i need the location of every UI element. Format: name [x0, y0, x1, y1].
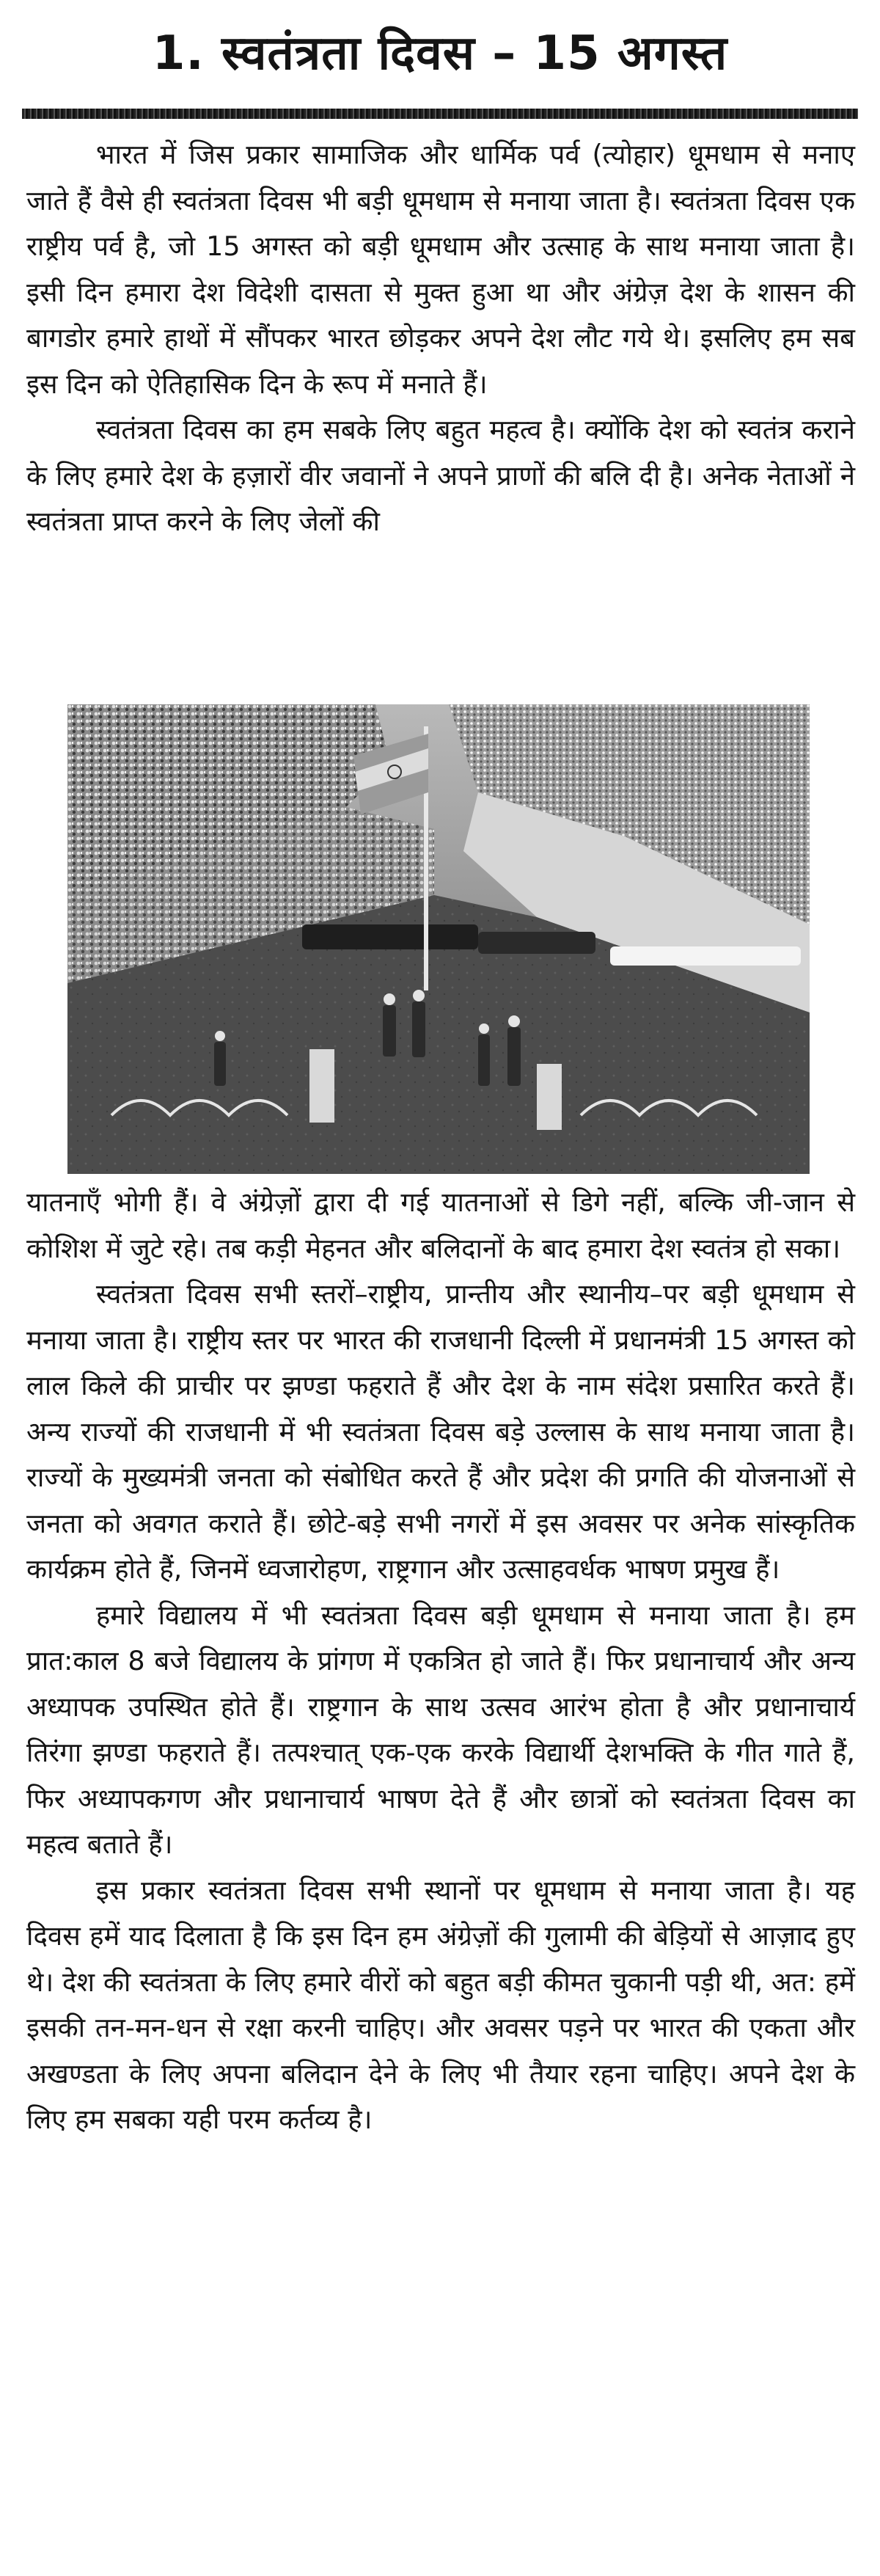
paragraph: स्वतंत्रता दिवस सभी स्तरों–राष्ट्रीय, प्रान्तीय और स्थानीय–पर बड़ी धूमधाम से मनाया जाता है। राष्ट्रीय स्तर पर भारत की राजधानी दिल्ली में प्रधानमंत्री 15 अगस्त को लाल किले की प्राचीर पर झण्डा फहराते हैं और देश के नाम संदेश प्रसारित करते हैं। अन्य राज्यों की राजधानी में भी स्वतंत्रता दिवस बड़े उल्लास के साथ मनाया जाता है। राज्यों के मुख्यमंत्री जनता को संबोधित करते हैं और प्रदेश की प्रगति की योजनाओं से जनता को अवगत कराते हैं। छोटे-बड़े सभी नगरों में इस अवसर पर अनेक सांस्कृतिक कार्यक्रम होते हैं, जिनमें ध्वजारोहण, राष्ट्रगान और उत्साहवर्धक भाषण प्रमुख हैं।: [26, 1278, 855, 1585]
text-block-before-photo: [26, 132, 855, 545]
paragraph: भारत में जिस प्रकार सामाजिक और धार्मिक पर्व (त्योहार) धूमधाम से मनाए जाते हैं वैसे ही स्वतंत्रता दिवस भी बड़ी धूमधाम से मनाया जाता है। स्वतंत्रता दिवस एक राष्ट्रीय पर्व है, जो 15 अगस्त को बड़ी धूमधाम और उत्साह के साथ मनाया जाता है। इसी दिन हमारा देश विदेशी दासता से मुक्त हुआ था और अंग्रेज़ देश के शासन की बागडोर हमारे हाथों में सौंपकर भारत छोड़कर अपने देश लौट गये थे। इसलिए हम सब इस दिन को ऐतिहासिक दिन के रूप में मनाते हैं।: [26, 139, 855, 400]
paragraph: इस प्रकार स्वतंत्रता दिवस सभी स्थानों पर धूमधाम से मनाया जाता है। यह दिवस हमें याद दिलाता है कि इस दिन हम अंग्रेज़ों की गुलामी की बेड़ियों से आज़ाद हुए थे। देश की स्वतंत्रता के लिए हमारे वीरों को बहुत बड़ी कीमत चुकानी पड़ी थी, अत: हमें इसकी तन-मन-धन से रक्षा करनी चाहिए। और अवसर पड़ने पर भारत की एकता और अखण्डता के लिए अपना बलिदान देने के लिए भी तैयार रहना चाहिए। अपने देश के लिए हम सबका यही परम कर्तव्य है।: [26, 1874, 855, 2135]
paragraph: हमारे विद्यालय में भी स्वतंत्रता दिवस बड़ी धूमधाम से मनाया जाता है। हम प्रात:काल 8 बजे विद्यालय के प्रांगण में एकत्रित हो जाते हैं। फिर प्रधानाचार्य और अन्य अध्यापक उपस्थित होते हैं। राष्ट्रगान के साथ उत्सव आरंभ होता है और प्रधानाचार्य तिरंगा झण्डा फहराते हैं। तत्पश्चात् एक-एक करके विद्यार्थी देशभक्ति के गीत गाते हैं, फिर अध्यापकगण और प्रधानाचार्य भाषण देते हैं और छात्रों को स्वतंत्रता दिवस का महत्व बताते हैं।: [26, 1599, 855, 1860]
paragraph: यातनाएँ भोगी हैं। वे अंग्रेज़ों द्वारा दी गई यातनाओं से डिगे नहीं, बल्कि जी-जान से कोशिश में जुटे रहे। तब कड़ी मेहनत और बलिदानों के बाद हमारा देश स्वतंत्र हो सका।: [26, 1186, 855, 1264]
independence-day-flag-hoisting-photo: [67, 704, 810, 1174]
text-block-after-photo: [26, 1180, 855, 2143]
page-title: 1. स्वतंत्रता दिवस – 15 अगस्त: [152, 26, 728, 81]
paragraph: स्वतंत्रता दिवस का हम सबके लिए बहुत महत्व है। क्योंकि देश को स्वतंत्र कराने के लिए हमारे देश के हज़ारों वीर जवानों ने अपने प्राणों की बलि दी है। अनेक नेताओं ने स्वतंत्रता प्राप्त करने के लिए जेलों की: [26, 414, 855, 537]
title-divider: [22, 109, 858, 119]
